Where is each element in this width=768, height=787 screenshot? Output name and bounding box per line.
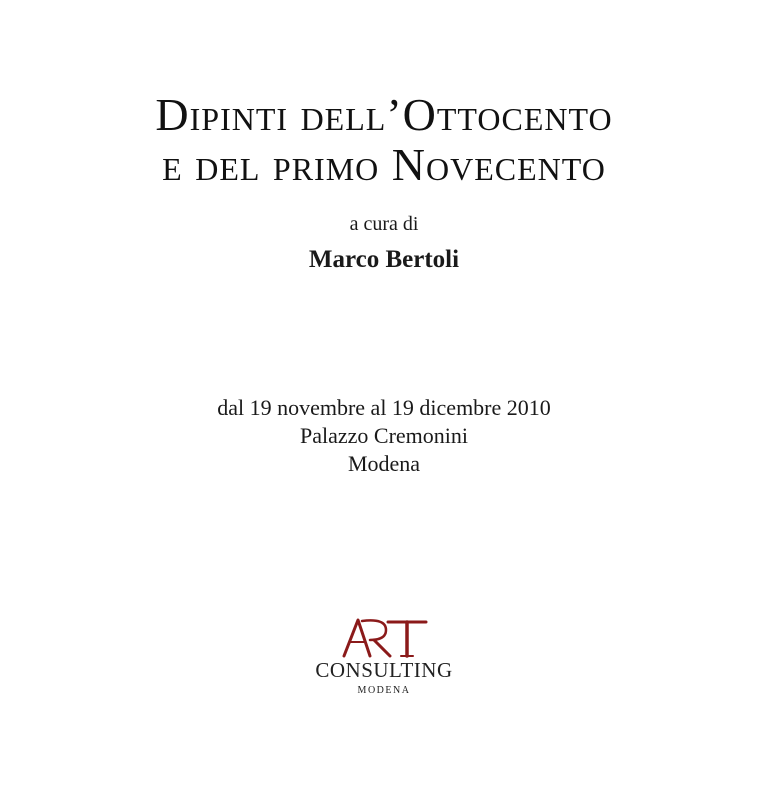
page-title-line-1: Dipinti dell’Ottocento [155,89,613,140]
curator-intro: a cura di [349,213,419,235]
logo-city-text: MODENA [357,685,411,696]
exhibition-dates: dal 19 novembre al 19 dicembre 2010 [217,395,551,420]
page-title-line-2: e del primo Novecento [162,139,606,190]
art-logo-mark [334,612,434,660]
exhibition-venue: Palazzo Cremonini [299,423,468,448]
curator-name: Marco Bertoli [308,246,460,273]
art-consulting-logo [0,612,768,702]
logo-consulting-text: CONSULTING [315,658,453,682]
exhibition-city: Modena [347,451,421,476]
